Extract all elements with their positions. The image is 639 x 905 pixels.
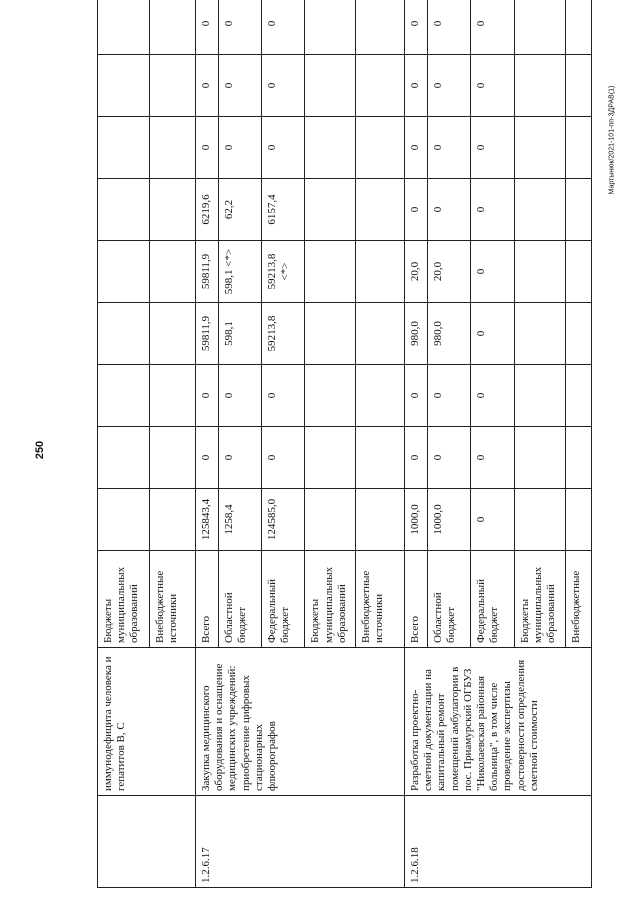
value-cell <box>305 365 355 427</box>
value-cell <box>566 55 592 117</box>
value-cell: 0 <box>405 0 428 55</box>
value-cell: 59213,8 <*> <box>262 241 305 303</box>
value-cell <box>355 241 405 303</box>
value-cell <box>355 489 405 551</box>
value-cell: 0 <box>195 0 218 55</box>
value-cell <box>149 0 195 55</box>
value-cell: 0 <box>218 117 261 179</box>
value-cell <box>149 489 195 551</box>
value-cell: 0 <box>405 427 428 489</box>
value-cell: 0 <box>405 55 428 117</box>
value-cell <box>566 365 592 427</box>
row-code: 1.2.6.17 <box>195 796 404 888</box>
value-cell <box>566 427 592 489</box>
value-cell: 1000,0 <box>405 489 428 551</box>
value-cell: 0 <box>218 55 261 117</box>
value-cell: 0 <box>427 365 470 427</box>
row-description: Закупка медицинского оборудования и оснащение медицинских учреждений: приобретение цифровых стационарных флюорографов <box>195 648 404 796</box>
value-cell: 59811,9 <box>195 303 218 365</box>
value-cell <box>305 179 355 241</box>
document-code: Мартынюк/2021-101-пп-ЗДРАВ(1) <box>608 85 616 195</box>
value-cell: 0 <box>262 55 305 117</box>
row-description: Разработка проектно-сметной документации на капитальный ремонт помещений амбулатории в пос. Приамурский ОГБУЗ "Николаевская районная больница", в том числе проведение экспертизы достоверности определения сметной стоимости <box>405 648 592 796</box>
value-cell <box>98 0 150 55</box>
value-cell <box>514 117 566 179</box>
value-cell: 0 <box>262 427 305 489</box>
value-cell: 0 <box>218 365 261 427</box>
value-cell: 0 <box>218 0 261 55</box>
value-cell <box>305 427 355 489</box>
value-cell <box>149 365 195 427</box>
value-cell: 0 <box>195 365 218 427</box>
funding-source: Бюджеты муниципальных образований <box>514 551 566 648</box>
value-cell: 125843,4 <box>195 489 218 551</box>
value-cell <box>98 117 150 179</box>
funding-source: Всего <box>195 551 218 648</box>
funding-source: Областной бюджет <box>218 551 261 648</box>
value-cell: 0 <box>218 427 261 489</box>
value-cell: 124585,0 <box>262 489 305 551</box>
value-cell: 59213,8 <box>262 303 305 365</box>
value-cell: 0 <box>427 55 470 117</box>
value-cell: 0 <box>471 489 514 551</box>
funding-source: Бюджеты муниципальных образований <box>305 551 355 648</box>
value-cell <box>514 241 566 303</box>
funding-source: Бюджеты муниципальных образований <box>98 551 150 648</box>
value-cell <box>355 0 405 55</box>
value-cell: 59811,9 <box>195 241 218 303</box>
row-code <box>98 796 196 888</box>
value-cell: 980,0 <box>405 303 428 365</box>
value-cell <box>514 489 566 551</box>
funding-source: Федеральный бюджет <box>471 551 514 648</box>
value-cell <box>355 427 405 489</box>
value-cell: 0 <box>471 427 514 489</box>
value-cell: 0 <box>471 117 514 179</box>
value-cell <box>514 0 566 55</box>
value-cell <box>98 303 150 365</box>
value-cell <box>305 489 355 551</box>
value-cell <box>514 427 566 489</box>
value-cell: 0 <box>405 179 428 241</box>
value-cell: 0 <box>195 427 218 489</box>
value-cell <box>305 117 355 179</box>
value-cell: 598,1 <*> <box>218 241 261 303</box>
funding-source: Всего <box>405 551 428 648</box>
row-code: 1.2.6.18 <box>405 796 592 888</box>
funding-source: Внебюджетные источники <box>355 551 405 648</box>
value-cell <box>98 365 150 427</box>
value-cell: 0 <box>427 179 470 241</box>
value-cell: 0 <box>427 0 470 55</box>
value-cell: 0 <box>471 179 514 241</box>
value-cell: 598,1 <box>218 303 261 365</box>
value-cell <box>98 427 150 489</box>
value-cell: 1258,4 <box>218 489 261 551</box>
value-cell <box>98 179 150 241</box>
value-cell <box>98 55 150 117</box>
value-cell: 0 <box>405 117 428 179</box>
value-cell <box>305 55 355 117</box>
value-cell: 6157,4 <box>262 179 305 241</box>
value-cell <box>149 55 195 117</box>
value-cell: 0 <box>262 365 305 427</box>
value-cell <box>514 55 566 117</box>
value-cell: 0 <box>405 365 428 427</box>
value-cell: 0 <box>471 241 514 303</box>
value-cell: 20,0 <box>405 241 428 303</box>
value-cell: 6219,6 <box>195 179 218 241</box>
value-cell <box>566 179 592 241</box>
value-cell <box>355 179 405 241</box>
funding-source: Федеральный бюджет <box>262 551 305 648</box>
value-cell: 0 <box>262 117 305 179</box>
value-cell: 0 <box>195 117 218 179</box>
value-cell <box>514 303 566 365</box>
funding-source: Областной бюджет <box>427 551 470 648</box>
value-cell <box>514 179 566 241</box>
value-cell: 0 <box>471 365 514 427</box>
value-cell: 0 <box>471 0 514 55</box>
value-cell: 0 <box>262 0 305 55</box>
value-cell: 0 <box>427 117 470 179</box>
value-cell: 0 <box>195 55 218 117</box>
value-cell <box>149 303 195 365</box>
value-cell <box>566 117 592 179</box>
value-cell <box>149 241 195 303</box>
value-cell <box>305 241 355 303</box>
value-cell <box>149 427 195 489</box>
value-cell: 0 <box>471 303 514 365</box>
funding-source: Внебюджетные источники <box>149 551 195 648</box>
value-cell <box>566 303 592 365</box>
value-cell <box>355 117 405 179</box>
value-cell <box>305 303 355 365</box>
value-cell: 0 <box>427 427 470 489</box>
value-cell <box>149 117 195 179</box>
value-cell <box>98 489 150 551</box>
value-cell <box>149 179 195 241</box>
value-cell: 980,0 <box>427 303 470 365</box>
value-cell: 1000,0 <box>427 489 470 551</box>
value-cell <box>355 55 405 117</box>
row-description: иммунодефицита человека и гепатитов В, С <box>98 648 196 796</box>
value-cell <box>566 241 592 303</box>
value-cell: 62,2 <box>218 179 261 241</box>
value-cell <box>305 0 355 55</box>
page-number: 250 <box>34 440 46 460</box>
value-cell <box>566 0 592 55</box>
value-cell <box>355 303 405 365</box>
budget-table <box>97 0 592 888</box>
value-cell <box>355 365 405 427</box>
funding-source: Внебюджетные <box>566 551 592 648</box>
value-cell: 20,0 <box>427 241 470 303</box>
value-cell <box>98 241 150 303</box>
value-cell <box>514 365 566 427</box>
rotated-table-container <box>97 18 592 888</box>
value-cell <box>566 489 592 551</box>
value-cell: 0 <box>471 55 514 117</box>
